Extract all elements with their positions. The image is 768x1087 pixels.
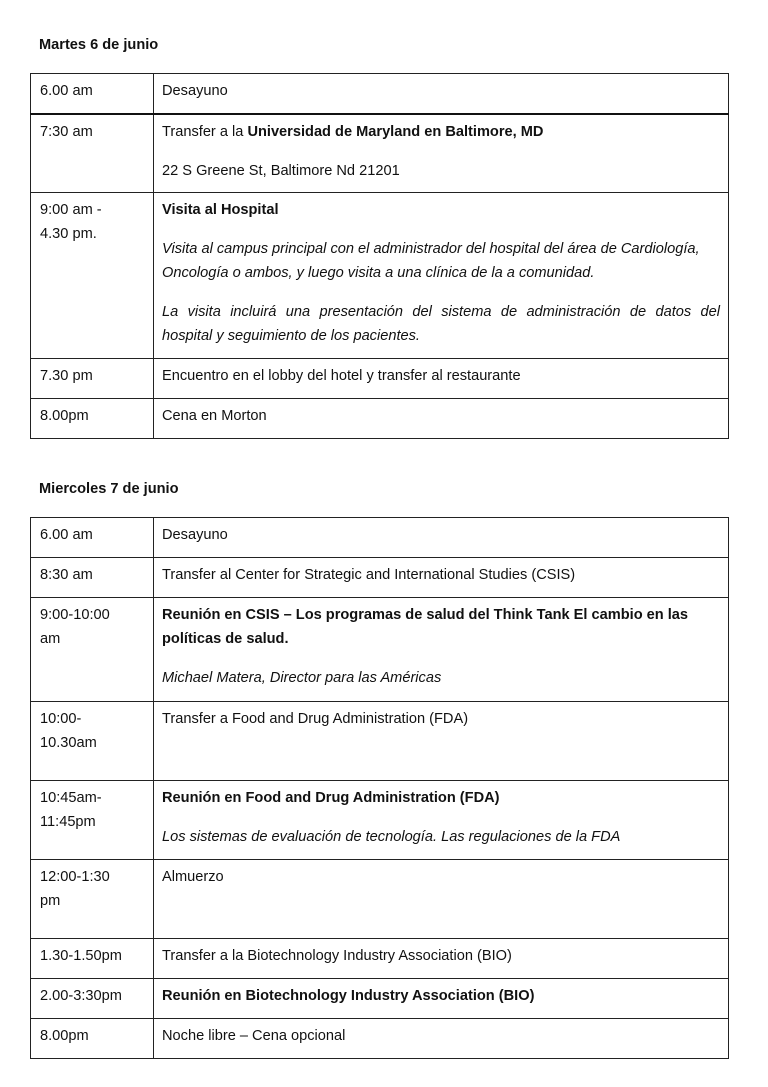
table-row (31, 781, 729, 860)
time-line: 10.30am (40, 735, 97, 751)
row-heading (162, 603, 720, 651)
table-row (31, 1019, 729, 1059)
time-cell: 6.00 am (31, 74, 154, 114)
desc-cell (154, 193, 729, 359)
time-cell: 2.00-3:30pm (31, 979, 154, 1019)
desc-cell: Noche libre – Cena opcional (154, 1019, 729, 1059)
text-line: Oncología o ambos, y luego visita a una clínica de la a comunidad. (162, 265, 595, 281)
time-cell (31, 860, 154, 939)
time-cell: 8.00pm (31, 1019, 154, 1059)
table-row (31, 558, 729, 598)
table-row (31, 598, 729, 702)
time-cell (31, 598, 154, 702)
desc-cell: Almuerzo (154, 860, 729, 939)
table-row (31, 939, 729, 979)
time-line: pm (40, 893, 61, 909)
desc-cell: Desayuno (154, 74, 729, 114)
desc-cell: Transfer a Food and Drug Administration (FDA) (154, 702, 729, 781)
speaker-text: Michael Matera, Director para las Américas (162, 670, 442, 686)
table-row (31, 74, 729, 114)
desc-cell: Transfer al Center for Strategic and International Studies (CSIS) (154, 558, 729, 598)
text-line: La visita incluirá una presentación del sistema de administración de datos del (162, 304, 720, 320)
time-cell: 8:30 am (31, 558, 154, 598)
time-line: 11:45pm (40, 814, 96, 830)
schedule-table-wednesday (30, 517, 729, 1059)
text-line: Visita al campus principal con el administrador del hospital del área de Cardiología, (162, 241, 700, 257)
desc-cell (154, 781, 729, 860)
row-heading: Reunión en Food and Drug Administration (FDA) (162, 790, 500, 806)
desc-cell: Reunión en Biotechnology Industry Association (BIO) (154, 979, 729, 1019)
time-cell: 6.00 am (31, 518, 154, 558)
table-row (31, 114, 729, 193)
italic-paragraph (162, 300, 720, 348)
day-title-tuesday: Martes 6 de junio (39, 37, 159, 53)
text-line: políticas de salud. (162, 631, 289, 647)
desc-cell: Cena en Morton (154, 399, 729, 439)
time-line: 10:00- (40, 711, 82, 727)
time-line: 9:00-10:00 (40, 607, 110, 623)
text-line: hospital y seguimiento de los pacientes. (162, 328, 420, 344)
table-row (31, 860, 729, 939)
table-row (31, 399, 729, 439)
time-line: am (40, 631, 61, 647)
time-cell (31, 193, 154, 359)
time-cell: 7:30 am (31, 114, 154, 193)
time-cell: 1.30-1.50pm (31, 939, 154, 979)
desc-cell: Transfer a la Biotechnology Industry Association (BIO) (154, 939, 729, 979)
desc-prefix: Transfer a la (162, 123, 248, 140)
time-line: 9:00 am - (40, 202, 102, 218)
italic-paragraph (162, 237, 720, 285)
table-row (31, 193, 729, 359)
time-cell (31, 702, 154, 781)
time-cell: 7.30 pm (31, 359, 154, 399)
table-row (31, 359, 729, 399)
time-cell: 8.00pm (31, 399, 154, 439)
desc-cell (154, 114, 729, 193)
address-text: 22 S Greene St, Baltimore Nd 21201 (162, 162, 400, 179)
time-cell (31, 781, 154, 860)
day-title-wednesday: Miercoles 7 de junio (39, 481, 179, 497)
time-line: 4.30 pm. (40, 226, 97, 242)
table-row (31, 702, 729, 781)
desc-cell: Encuentro en el lobby del hotel y transfer al restaurante (154, 359, 729, 399)
desc-cell (154, 598, 729, 702)
text-line: Reunión en CSIS – Los programas de salud del Think Tank El cambio en las (162, 607, 689, 623)
italic-paragraph: Los sistemas de evaluación de tecnología. Las regulaciones de la FDA (162, 829, 621, 845)
table-row (31, 979, 729, 1019)
table-row (31, 518, 729, 558)
schedule-table-tuesday (30, 73, 729, 439)
time-line: 12:00-1:30 (40, 869, 110, 885)
desc-bold: Universidad de Maryland en Baltimore, MD (247, 123, 544, 140)
desc-cell: Desayuno (154, 518, 729, 558)
row-heading: Visita al Hospital (162, 202, 279, 218)
time-line: 10:45am- (40, 790, 102, 806)
